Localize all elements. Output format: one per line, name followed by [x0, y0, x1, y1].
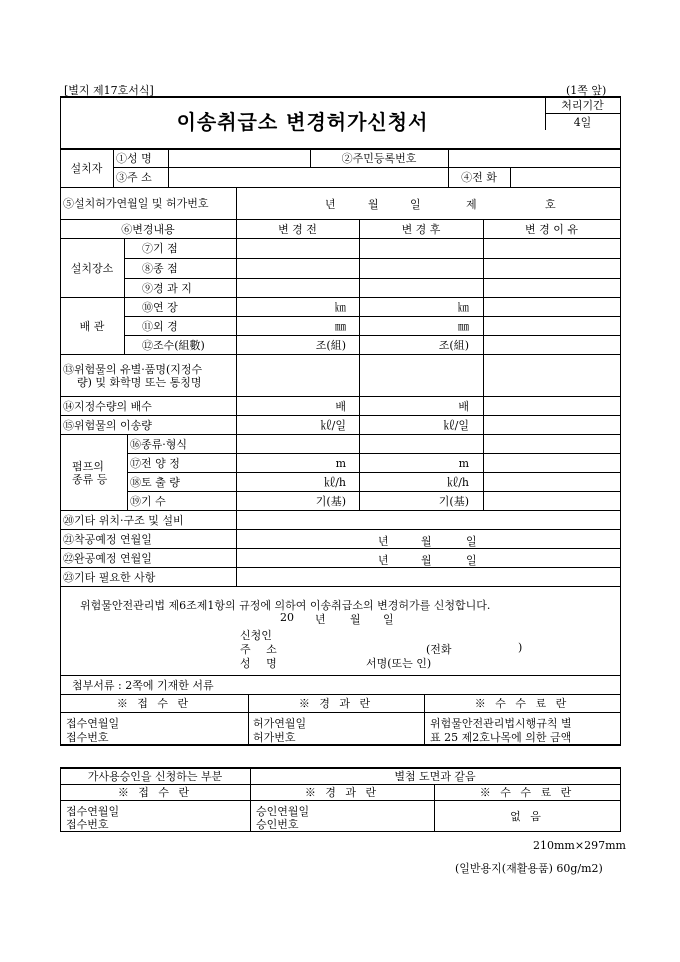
- change-content-header: ⑥변경내용: [121, 222, 175, 236]
- attachment-note: 첨부서류 : 2쪽에 기재한 서류: [72, 678, 214, 692]
- start-year: 년: [378, 535, 389, 548]
- temp-receipt-header: ※ 접 수 란: [117, 786, 193, 799]
- multiple-unit-after: 배: [458, 399, 469, 413]
- approval-date-label: 승인연월일: [256, 805, 310, 818]
- pipe-length-label: ⑩연 장: [142, 300, 178, 314]
- count-unit-after: 기(基): [438, 494, 469, 508]
- applicant-phone-label: (전화: [426, 643, 452, 656]
- permit-day: 일: [410, 198, 421, 211]
- temp-fee-header: ※ 수 수 료 란: [479, 786, 575, 799]
- start-date-label: ㉑착공예정 연월일: [63, 532, 152, 546]
- application-date-prefix: 20: [280, 611, 294, 624]
- complete-month: 월: [421, 554, 432, 567]
- temp-left-header: 가사용승인을 신청하는 부분: [87, 769, 223, 783]
- count-unit-before: 기(基): [315, 494, 346, 508]
- form-title: 이송취급소 변경허가신청서: [176, 109, 429, 134]
- permit-date-field-label: 허가연월일: [253, 717, 307, 730]
- complete-day: 일: [466, 554, 477, 567]
- processing-period-label: 처리기간: [561, 98, 604, 112]
- transfer-unit-after: ㎘/일: [443, 418, 469, 432]
- temp-right-header: 별첨 도면과 같음: [394, 769, 476, 783]
- pipe-sets-unit-after: 조(組): [438, 338, 469, 352]
- permit-month: 월: [368, 198, 379, 211]
- rrn-field[interactable]: [448, 149, 620, 167]
- approval-no-label: 승인번호: [256, 818, 299, 831]
- complete-date-label: ㉒완공예정 연월일: [63, 551, 152, 565]
- phone-label: ④전 화: [461, 171, 497, 184]
- pipe-sets-label: ⑫조수(組數): [142, 338, 205, 352]
- pipe-sets-unit-before: 조(組): [315, 338, 346, 352]
- application-date-day: 일: [383, 613, 394, 626]
- discharge-unit-before: ㎘/h: [324, 475, 346, 489]
- temp-review-header: ※ 경 과 란: [304, 786, 380, 799]
- application-statement: 위험물안전관리법 제6조제1항의 규정에 의하여 이송취급소의 변경허가를 신청합니다.: [80, 599, 491, 612]
- complete-year: 년: [378, 554, 389, 567]
- temp-receipt-no-label: 접수번호: [66, 818, 109, 831]
- pipe-diameter-unit-after: ㎜: [458, 319, 469, 333]
- fee-text-line2: 표 25 제2호나목에 의한 금액: [430, 731, 572, 744]
- permit-date-label: ⑤설치허가연월일 및 허가번호: [63, 197, 209, 210]
- start-point-label: ⑦기 점: [142, 242, 178, 255]
- pipe-length-unit-after: ㎞: [458, 300, 469, 314]
- other-notes-label: ㉓기타 필요한 사항: [63, 570, 156, 584]
- application-date-year: 년: [315, 613, 326, 626]
- end-point-label: ⑧종 점: [142, 262, 178, 275]
- temp-fee-value: 없 음: [510, 809, 544, 823]
- address-label: ③주 소: [116, 171, 152, 184]
- pump-type-label: ⑯종류·형식: [130, 437, 188, 451]
- discharge-unit-after: ㎘/h: [447, 475, 469, 489]
- rrn-label: ②주민등록번호: [341, 151, 417, 165]
- page-note: (1쪽 앞): [566, 84, 607, 97]
- installer-group-label: 설치자: [70, 161, 103, 175]
- pipe-diameter-label: ⑪외 경: [142, 319, 178, 333]
- designated-multiple-label: ⑭지정수량의 배수: [63, 399, 152, 413]
- name-label: ①성 명: [116, 151, 152, 165]
- application-date-month: 월: [350, 613, 361, 626]
- pump-group-label: 펌프의 종류 등: [72, 459, 108, 486]
- applicant-label: 신청인: [240, 629, 272, 642]
- receipt-no-label: 접수번호: [66, 731, 109, 744]
- reason-header: 변 경 이 유: [525, 222, 578, 236]
- paper-size: 210mm×297mm: [533, 839, 626, 852]
- pipe-diameter-unit-before: ㎜: [335, 319, 346, 333]
- fee-header: ※ 수 수 료 란: [474, 697, 570, 710]
- applicant-address-label: 주 소: [240, 643, 283, 656]
- form-number: [별지 제17호서식]: [64, 84, 154, 97]
- transfer-volume-label: ⑮위험물의 이송량: [63, 418, 152, 432]
- applicant-signature-label: 서명(또는 인): [366, 657, 432, 670]
- fee-text-line1: 위험물안전관리법시행규칙 별: [430, 717, 572, 730]
- head-unit-before: m: [335, 456, 346, 470]
- multiple-unit-before: 배: [335, 399, 346, 413]
- hazard-class-label: ⑬위험물의 유별·품명(지정수 량) 및 화학명 또는 통칭명: [63, 362, 203, 389]
- receipt-header: ※ 접 수 란: [116, 697, 192, 710]
- permit-no-suffix: 호: [545, 198, 556, 211]
- permit-no-field-label: 허가번호: [253, 731, 296, 744]
- paper-spec: (일반용지(재활용품) 60g/m2): [455, 862, 603, 875]
- start-day: 일: [466, 535, 477, 548]
- location-group-label: 설치장소: [70, 261, 114, 275]
- pump-head-label: ⑰전 양 정: [130, 456, 180, 470]
- pump-discharge-label: ⑱토 출 량: [130, 475, 180, 489]
- permit-no-prefix: 제: [466, 198, 477, 211]
- pipe-length-unit-before: ㎞: [335, 300, 346, 314]
- permit-year: 년: [325, 198, 336, 211]
- applicant-name-label: 성 명: [240, 657, 283, 670]
- head-unit-after: m: [458, 456, 469, 470]
- applicant-phone-close: ): [518, 641, 523, 654]
- pump-count-label: ⑲기 수: [130, 494, 166, 508]
- transfer-unit-before: ㎘/일: [320, 418, 346, 432]
- temp-receipt-date-label: 접수연월일: [66, 805, 120, 818]
- name-field[interactable]: [168, 149, 310, 167]
- start-month: 월: [421, 535, 432, 548]
- after-header: 변 경 후: [401, 222, 441, 236]
- receipt-date-label: 접수연월일: [66, 717, 120, 730]
- before-header: 변 경 전: [278, 222, 317, 236]
- other-structure-label: ⑳기타 위치·구조 및 설비: [63, 513, 184, 527]
- via-point-label: ⑨경 과 지: [142, 281, 192, 295]
- piping-group-label: 배 관: [79, 319, 105, 333]
- processing-period-value: 4일: [573, 115, 592, 129]
- address-field[interactable]: [168, 168, 448, 187]
- phone-field[interactable]: [510, 168, 620, 187]
- review-header: ※ 경 과 란: [298, 697, 374, 710]
